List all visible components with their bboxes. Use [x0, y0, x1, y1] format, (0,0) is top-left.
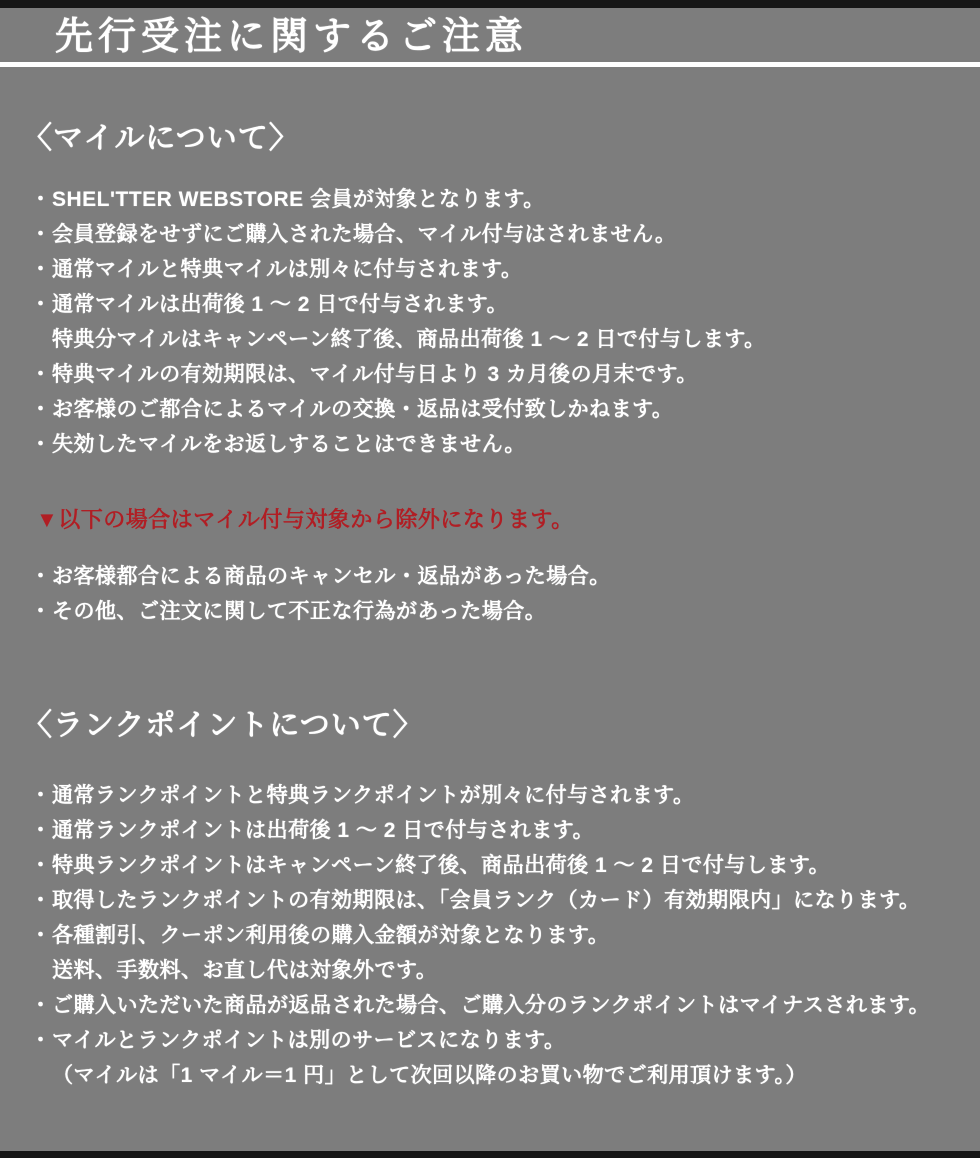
list-item [30, 217, 980, 252]
list-item [30, 287, 980, 357]
list-item [30, 427, 980, 462]
list-item-text: 取得したランクポイントの有効期限は、「会員ランク（カード）有効期限内」になります。 [52, 889, 921, 912]
mile-exclusion-warning: ▼以下の場合はマイル付与対象から除外になります。 [36, 507, 574, 532]
bullet-marker: ・ [30, 363, 52, 386]
list-item [30, 1023, 980, 1093]
list-item-text: お客様のご都合によるマイルの交換・返品は受付致しかねます。 [52, 398, 674, 421]
list-item [30, 559, 980, 594]
section-heading-rank-point: 〈ランクポイントについて〉 [22, 709, 424, 742]
list-item-text: お客様都合による商品のキャンセル・返品があった場合。 [52, 565, 611, 588]
top-border-bar [0, 0, 980, 8]
list-item-text: 会員登録をせずにご購入された場合、マイル付与はされません。 [52, 223, 677, 246]
list-item-text: マイルとランクポイントは別のサービスになります。 [52, 1029, 566, 1052]
list-item [30, 392, 980, 427]
bullet-marker: ・ [30, 223, 52, 246]
list-item-text: 特典分マイルはキャンペーン終了後、商品出荷後 1 ～ 2 日で付与します。 [52, 328, 766, 351]
list-item-text: その他、ご注文に関して不正な行為があった場合。 [52, 600, 547, 623]
bullet-marker: ・ [30, 1029, 52, 1052]
mile-list [0, 182, 980, 462]
list-item-text: 各種割引、クーポン利用後の購入金額が対象となります。 [52, 924, 610, 947]
list-item [30, 252, 980, 287]
mile-exclusion-list [0, 559, 980, 629]
bullet-marker: ・ [30, 819, 52, 842]
list-item [30, 848, 980, 883]
list-item-text: 通常ランクポイントは出荷後 1 ～ 2 日で付与されます。 [52, 819, 595, 842]
list-item-text: 通常マイルと特典マイルは別々に付与されます。 [52, 258, 523, 281]
bullet-marker: ・ [30, 565, 52, 588]
list-item [30, 778, 980, 813]
list-item [30, 918, 980, 988]
bottom-border-bar [0, 1151, 980, 1158]
bullet-marker: ・ [30, 398, 52, 421]
section-heading-mile: 〈マイルについて〉 [22, 122, 300, 155]
page-title: 先行受注に関するご注意 [55, 16, 529, 58]
list-item [30, 988, 980, 1023]
rank-point-list [0, 778, 980, 1093]
bullet-marker: ・ [30, 188, 52, 211]
bullet-marker: ・ [30, 854, 52, 877]
list-item-text: 失効したマイルをお返しすることはできません。 [52, 433, 526, 456]
list-item-text: 送料、手数料、お直し代は対象外です。 [52, 959, 438, 982]
list-item [30, 357, 980, 392]
list-item-text: 通常ランクポイントと特典ランクポイントが別々に付与されます。 [52, 784, 695, 807]
bullet-marker: ・ [30, 433, 52, 456]
bullet-marker: ・ [30, 784, 52, 807]
bullet-marker: ・ [30, 924, 52, 947]
bullet-marker: ・ [30, 600, 52, 623]
list-item-text: ご購入いただいた商品が返品された場合、ご購入分のランクポイントはマイナスされます。 [52, 994, 931, 1017]
bullet-marker: ・ [30, 258, 52, 281]
list-item [30, 182, 980, 217]
list-item [30, 813, 980, 848]
bullet-marker: ・ [30, 889, 52, 912]
title-divider [0, 62, 980, 67]
list-item [30, 594, 980, 629]
list-item [30, 883, 980, 918]
list-item-text: 特典ランクポイントはキャンペーン終了後、商品出荷後 1 ～ 2 日で付与します。 [52, 854, 831, 877]
list-item-text: （マイルは「1 マイル＝1 円」として次回以降のお買い物でご利用頂けます。） [52, 1064, 808, 1087]
list-item-text: 特典マイルの有効期限は、マイル付与日より 3 カ月後の月末です。 [52, 363, 698, 386]
list-item-text: SHEL'TTER WEBSTORE 会員が対象となります。 [52, 188, 545, 211]
list-item-text: 通常マイルは出荷後 1 ～ 2 日で付与されます。 [52, 293, 509, 316]
bullet-marker: ・ [30, 994, 52, 1017]
bullet-marker: ・ [30, 293, 52, 316]
